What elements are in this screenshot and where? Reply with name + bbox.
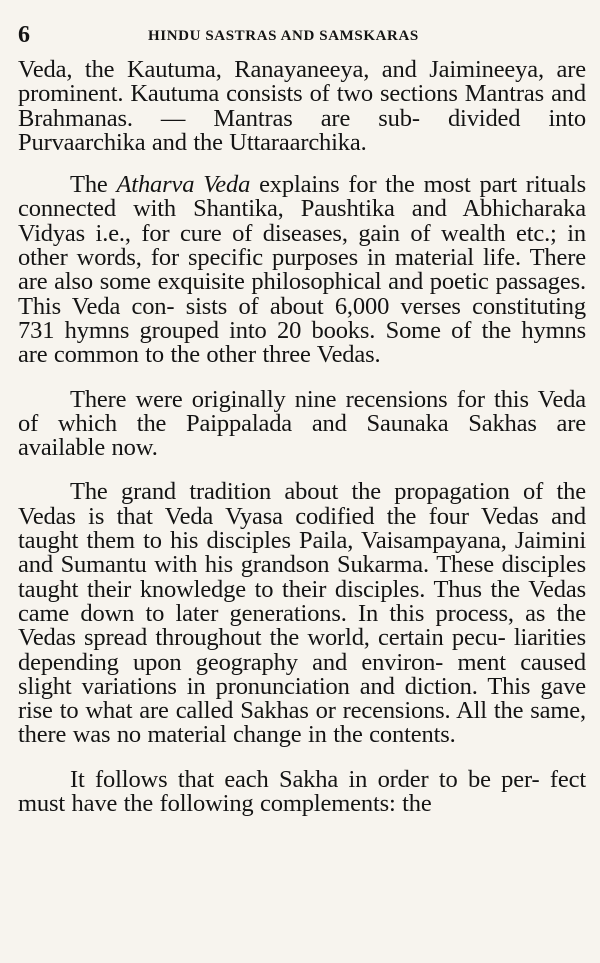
paragraph-2-text: explains for the most part rituals connected with Shantika, Paushtika and Abhicharaka Vidyas i.e., for cure of diseases, gain of wealth etc.; in other words, for specific purposes in material life. There are also some exquisite philosophical and poetic passages. This Veda con- sists of about 6,000 verses constituting 731 hymns grouped into 20 books. Some of the hymns are common to the other three Vedas. (18, 171, 587, 369)
page-header (18, 22, 586, 52)
paragraph-2-lead: The (70, 171, 117, 199)
paragraph-4-text: The grand tradition about the propagation of the Vedas is that Veda Vyasa codified the four Vedas and taught them to his disciples Paila, Vaisampayana, Jaimini and Sumantu with his grandson Sukarma. These disciples taught their knowledge to their disciples. Thus the Vedas came down to later generations. In this process, as the Vedas spread throughout the world, certain pecu- liarities depending upon geography and environ- ment caused slight variations in pronunciation and diction. This gave rise to what are called Sakhas or recensions. All the same, there was no material change in the contents. (18, 478, 586, 749)
paragraph-1 (18, 58, 586, 155)
paragraph-4 (18, 480, 586, 747)
paragraph-3-text: There were originally nine recensions for this Veda of which the Paippalada and Saunaka Sakhas are available now. (18, 385, 586, 462)
paragraph-5 (18, 765, 586, 818)
paragraph-3 (18, 385, 586, 462)
paragraph-5-text: It follows that each Sakha in order to be per- fect must have the following complements: the (18, 765, 586, 818)
paragraph-2 (18, 173, 586, 367)
paragraph-2-italic-title: Atharva Veda (116, 171, 251, 199)
page-number: 6 (18, 22, 30, 48)
running-title: HINDU SASTRAS AND SAMSKARAS (148, 28, 419, 44)
paragraph-1-text: Veda, the Kautuma, Ranayaneeya, and Jaimineeya, are prominent. Kautuma consists of two sections Mantras and Brahmanas. — Mantras are sub- divided into Purvaarchika and the Uttaraarchika. (18, 56, 586, 156)
